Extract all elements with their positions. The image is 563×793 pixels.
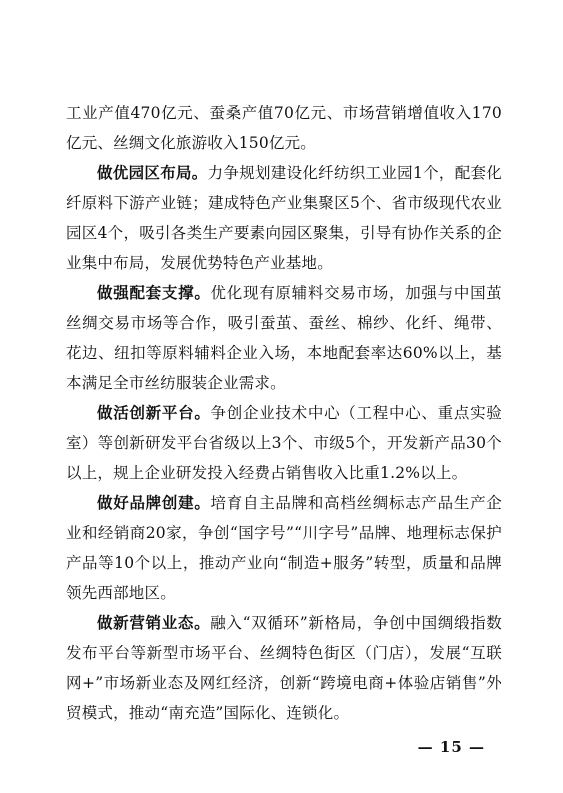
paragraph-supporting-supply [66, 278, 502, 398]
paragraph-innovation-platform [66, 398, 502, 488]
paragraph-body: 力争规划建设化纤纺织工业园1个，配套化纤原料下游产业链；建成特色产业集聚区5个、省市级现代农业园区4个，吸引各类生产要素向园区聚集，引导有协作关系的企业集中布局，发展优势特色产业基地。 [66, 164, 503, 272]
paragraph-brand-building [66, 488, 502, 608]
page-number: — 15 — [417, 738, 485, 756]
paragraph-continuation [66, 98, 502, 158]
paragraph-body: 争创企业技术中心（工程中心、重点实验室）等创新研发平台省级以上3个、市级5个，开发新产品30个以上，规上企业研发投入经费占销售收入比重1.2%以上。 [66, 404, 502, 482]
paragraph-body: 培育自主品牌和高档丝绸标志产品生产企业和经销商20家，争创“国字号”“川字号”品牌、地理标志保护产品等10个以上，推动产业向“制造+服务”转型，质量和品牌领先西部地区。 [66, 494, 502, 602]
paragraph-body: 融入“双循环”新格局，争创中国绸缎指数发布平台等新型市场平台、丝绸特色街区（门店），发展“互联网+”市场新业态及网红经济，创新“跨境电商+体验店销售”外贸模式，推动“南充造”国际化、连锁化。 [66, 614, 502, 722]
paragraph-park-layout [66, 158, 502, 278]
paragraph-heading: 做优园区布局。 [97, 163, 208, 182]
paragraph-heading: 做好品牌创建。 [97, 493, 211, 512]
paragraph-body: 工业产值470亿元、蚕桑产值70亿元、市场营销增值收入170亿元、丝绸文化旅游收入150亿元。 [66, 104, 502, 152]
paragraph-body: 优化现有原辅料交易市场，加强与中国茧丝绸交易市场等合作，吸引蚕茧、蚕丝、棉纱、化纤、绳带、花边、纽扣等原料辅料企业入场，本地配套率达60%以上，基本满足全市丝纺服装企业需求。 [66, 284, 502, 392]
paragraph-heading: 做新营销业态。 [97, 613, 211, 632]
paragraph-marketing-formats [66, 608, 502, 728]
paragraph-heading: 做活创新平台。 [97, 403, 211, 422]
paragraph-heading: 做强配套支撑。 [97, 283, 211, 302]
